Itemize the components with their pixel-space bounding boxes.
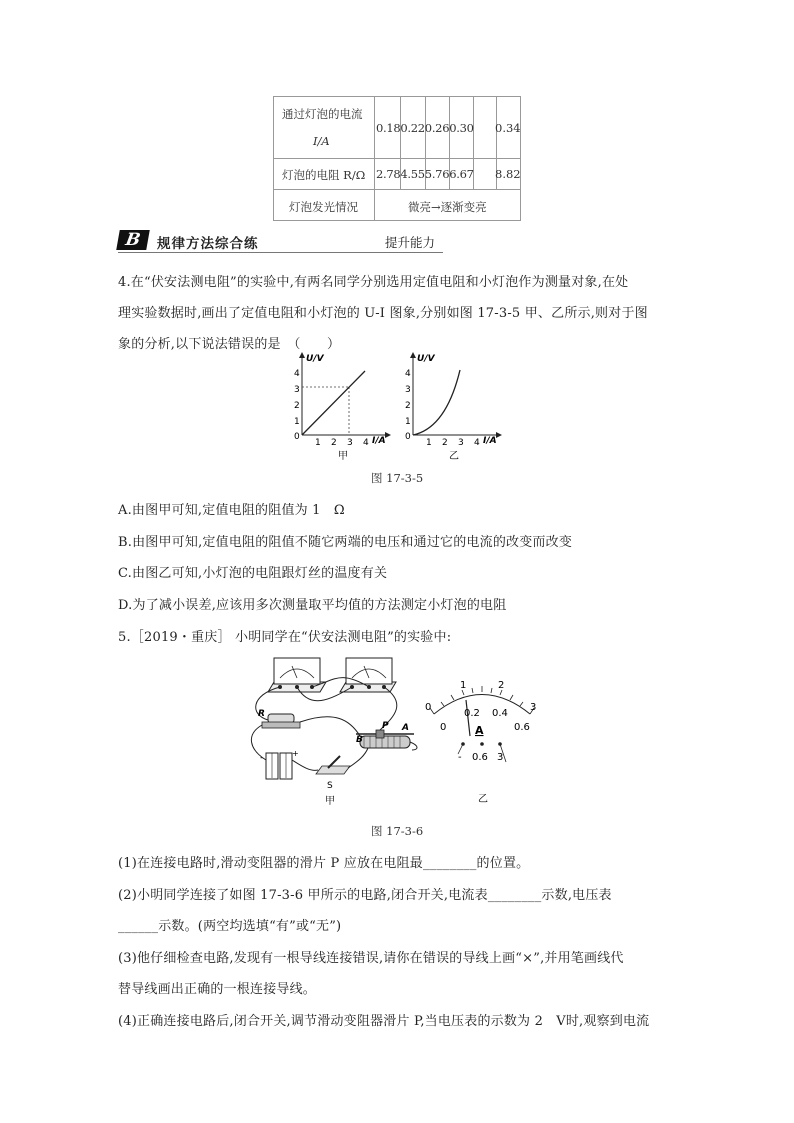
graph-name: 乙 [449,451,459,462]
figure-caption: 图 17-3-5 [371,471,424,485]
outer-tick: 1 [460,680,467,691]
ammeter-dial [420,670,545,805]
terminal-label: 3 [497,752,504,763]
option-d: D.为了减小误差,应该用多次测量取平均值的方法测定小灯泡的电阻 [118,598,507,613]
x-axis-label: I/A [483,436,497,446]
graph-line [302,371,365,435]
question-5-part-2: ______示数。(两空均选填“有”或“无”) [118,919,342,934]
origin-label: 0 [294,432,300,442]
question-5-part-3: (3)他仔细检查电路,发现有一根导线连接错误,请你在错误的导线上画“×”,并用笔画线代 [118,951,624,966]
option-a: A.由图甲可知,定值电阻的阻值为 1 Ω [118,503,345,518]
terminal-label: 0.6 [472,752,488,763]
table-cell-values: 0.180.220.260.30 [376,121,474,135]
switch [316,756,350,774]
table-row-label: 灯泡发光情况 [289,200,358,214]
table-row-unit: I/A [313,134,330,148]
x-tick-label: 4 [363,438,369,448]
figure-caption: 图 17-3-6 [371,824,424,838]
dial-unit: A [475,724,484,737]
x-tick-label: 2 [442,438,448,448]
dial-ticks [430,686,537,714]
section-divider [118,252,443,253]
option-c: C.由图乙可知,小灯泡的电阻跟灯丝的温度有关 [118,566,388,581]
table-border [273,189,521,190]
table-cell-values: 2.784.555.766.67 [376,167,474,181]
table-row-label: 通过灯泡的电流 [282,107,363,121]
table-cell: 8.82 [495,167,521,181]
label-b: B [356,735,363,745]
question-4-text: 理实验数据时,画出了定值电阻和小灯泡的 U-I 图象,分别如图 17-3-5 甲、乙所示,则对于图 [118,306,648,321]
table-border [273,220,521,221]
y-tick-label: 2 [294,401,300,411]
data-table [273,96,521,220]
inner-tick: 0 [440,722,447,733]
label-p: P [382,721,389,731]
ammeter [268,658,326,692]
section-badge: B [116,230,150,250]
table-cell: 0.34 [495,121,521,135]
circuit-name: 甲 [325,796,335,807]
label-r: R [258,709,265,719]
x-tick-label: 2 [331,438,337,448]
y-tick-label: 2 [405,401,411,411]
section-subtitle: 提升能力 [385,235,436,250]
table-border [273,158,521,159]
x-tick-label: 3 [458,438,464,448]
dial-name: 乙 [478,794,488,805]
table-border [520,96,521,220]
y-tick-label: 3 [294,385,300,395]
table-border [374,96,375,220]
inner-tick: 0.6 [514,722,530,733]
x-tick-label: 1 [315,438,321,448]
resistor [262,714,300,728]
dial-scale-arc [434,695,530,715]
outer-tick: 0 [425,702,432,713]
y-tick-label: 1 [294,417,300,427]
inner-tick: 0.4 [492,708,508,719]
graph-jia [285,350,405,465]
y-axis-label: U/V [306,354,324,364]
battery [260,749,299,779]
table-cell: 微亮→逐渐变亮 [408,200,487,214]
question-5-part-4: (4)正确连接电路后,闭合开关,调节滑动变阻器滑片 P,当电压表的示数为 2 V时,观察到电流 [118,1014,650,1029]
question-5-part-2: (2)小明同学连接了如图 17-3-6 甲所示的电路,闭合开关,电流表________示数,电压表 [118,888,612,903]
table-border [273,96,521,97]
question-5-intro: 5.［2019・重庆］ 小明同学在“伏安法测电阻”的实验中: [118,630,452,645]
terminal [480,742,484,746]
outer-tick: 3 [530,702,537,713]
inner-tick: 0.2 [464,708,480,719]
graph-yi [396,350,516,465]
battery-minus: - [260,753,264,763]
graph-name: 甲 [338,451,348,462]
x-tick-label: 3 [347,438,353,448]
table-border [273,96,274,220]
y-tick-label: 1 [405,417,411,427]
label-s: S [327,781,333,791]
x-tick-label: 4 [474,438,480,448]
section-title: 规律方法综合练 [157,236,259,252]
terminal-label: - [458,752,462,763]
y-axis-label: U/V [417,354,435,364]
battery-plus: + [292,749,299,758]
circuit-diagram [240,650,430,810]
y-tick-label: 4 [405,369,411,379]
question-4-text: 象的分析,以下说法错误的是 （ ） [118,337,341,352]
question-5-part-3: 替导线画出正确的一根连接导线。 [118,982,317,997]
label-a: A [402,723,409,733]
x-tick-label: 1 [426,438,432,448]
origin-label: 0 [405,432,411,442]
outer-tick: 2 [498,680,505,691]
graph-curve [413,370,460,435]
table-row-label: 灯泡的电阻 R/Ω [282,168,366,182]
y-tick-label: 4 [294,369,300,379]
question-5-part-1: (1)在连接电路时,滑动变阻器的滑片 P 应放在电阻最________的位置。 [118,856,530,871]
y-tick-label: 3 [405,385,411,395]
question-4-text: 4.在“伏安法测电阻”的实验中,有两名同学分别选用定值电阻和小灯泡作为测量对象,在处 [118,275,629,290]
x-axis-label: I/A [372,436,386,446]
option-b: B.由图甲可知,定值电阻的阻值不随它两端的电压和通过它的电流的改变而改变 [118,535,573,550]
